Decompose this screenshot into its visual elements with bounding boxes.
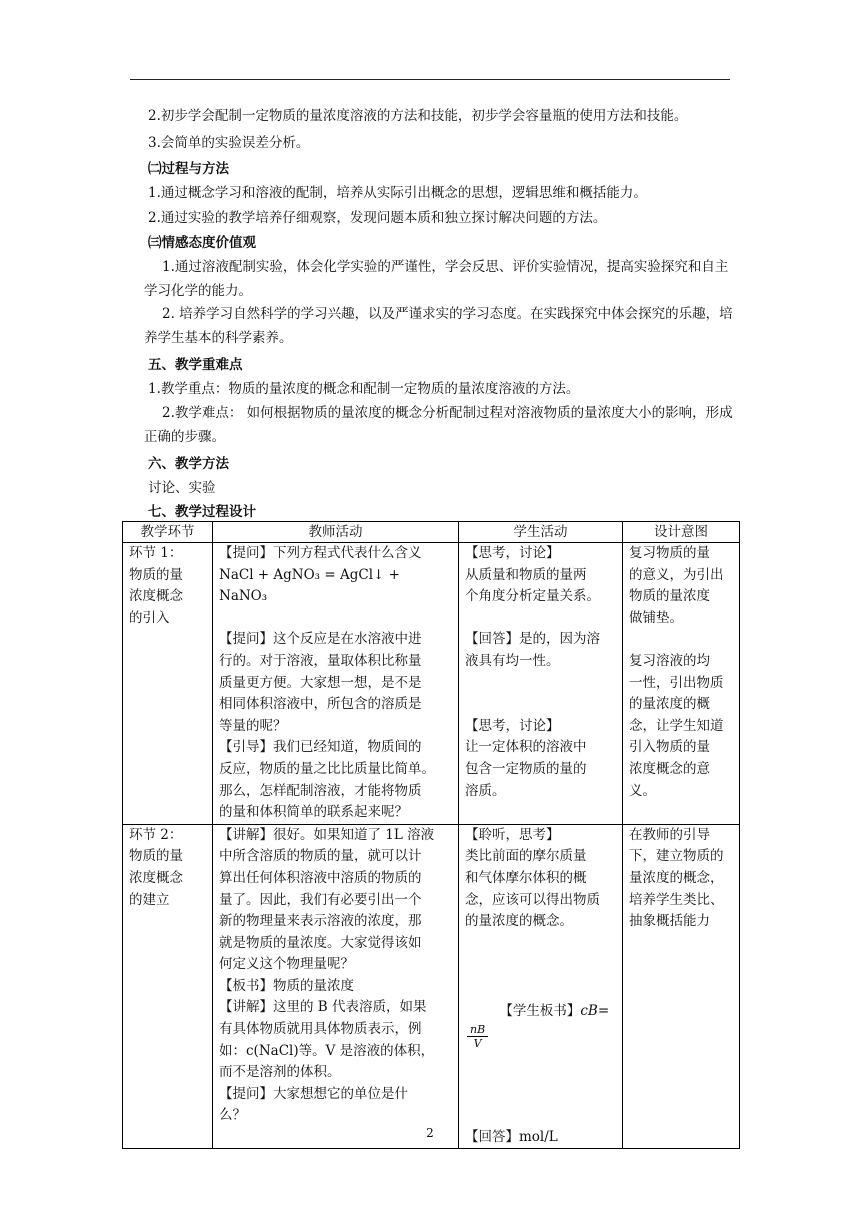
student-text: 从质量和物质的量两	[465, 566, 587, 583]
teacher-text: 就是物质的量浓度。大家觉得该如	[219, 934, 422, 951]
student-board-formula	[465, 980, 616, 1072]
teacher-text: 有具体物质就用具体物质表示，例	[219, 1021, 422, 1038]
stage-line: 环节 2：	[129, 826, 183, 843]
stage-cell	[123, 543, 213, 825]
section-heading: 五、教学重难点	[148, 357, 243, 373]
stage-cell	[123, 824, 213, 1149]
intent-text: 的意义，为引出	[629, 566, 724, 583]
paragraph: 1.通过溶液配制实验，体会化学实验的严谨性，学会反思、评价实验情况，提高实验探究和自主学习化学的能力。	[144, 259, 729, 299]
section-heading: ㈡过程与方法	[148, 161, 229, 177]
student-text: 和气体摩尔体积的概	[465, 869, 587, 886]
table-header-cell: 设计意图	[623, 522, 740, 543]
student-text: 【回答】mol/L	[465, 1128, 558, 1145]
intent-text: 量浓度的概念，	[629, 869, 724, 886]
teacher-text: 【提问】这个反应是在水溶液中进	[219, 631, 422, 648]
table-header-cell: 学生活动	[459, 522, 623, 543]
student-text: 念，应该可以得出物质	[465, 891, 600, 908]
stage-line: 的建立	[129, 891, 170, 908]
teacher-text: 中所含溶质的物质的量，就可以计	[219, 848, 422, 865]
paragraph: 2.通过实验的教学培养仔细观察，发现问题本质和独立探讨解决问题的方法。	[148, 210, 607, 226]
intent-text: 复习物质的量	[629, 545, 710, 561]
teacher-text: 行的。对于溶液，量取体积比称量	[219, 652, 422, 669]
intent-text: 引入物质的量	[629, 739, 710, 756]
chemical-equation: NaCl + AgNO₃ = AgCl↓ + NaNO₃	[219, 566, 405, 605]
stage-line: 的引入	[129, 609, 170, 626]
teacher-text: 相同体积溶液中，所包含的溶质是	[219, 696, 422, 713]
teacher-text: 【提问】下列方程式代表什么含义	[219, 545, 422, 561]
teacher-text: 等量的呢？	[219, 717, 287, 734]
stage-line: 物质的量	[129, 566, 183, 583]
section-heading: 七、教学过程设计	[148, 504, 256, 520]
intent-text: 念，让学生知道	[629, 717, 724, 734]
formula-lhs: cB=	[580, 1003, 610, 1020]
student-text: 【聆听，思考】	[465, 826, 560, 843]
teacher-text: 质量更方便。大家想一想，是不是	[219, 674, 422, 691]
student-text: 【回答】是的，因为溶	[465, 631, 600, 648]
header-rule	[130, 79, 730, 80]
intent-text: 培养学生类比、	[629, 891, 724, 908]
stage-line: 浓度概念	[129, 869, 183, 886]
teacher-text: 【提问】大家想想它的单位是什	[219, 1085, 408, 1102]
student-activity-cell	[459, 543, 623, 825]
table-header-cell: 教师活动	[213, 522, 459, 543]
intent-text: 抽象概括能力	[629, 913, 710, 930]
table-header-row	[123, 522, 740, 543]
section-heading: 六、教学方法	[148, 456, 229, 472]
teacher-text: 【板书】物质的量浓度	[219, 977, 354, 994]
teacher-text: 么？	[219, 1107, 246, 1124]
teacher-activity-cell	[213, 543, 459, 825]
stage-line: 浓度概念	[129, 588, 183, 605]
teacher-text: 的量和体积简单的联系起来呢？	[219, 804, 408, 821]
teacher-text: 算出任何体积溶液中溶质的物质的	[219, 869, 422, 886]
teacher-text: 何定义这个物理量呢？	[219, 956, 354, 973]
teacher-text: 如：c(NaCl)等。V 是溶液的体积，	[219, 1042, 435, 1059]
teacher-text: 而不是溶剂的体积。	[219, 1064, 341, 1081]
student-text: 包含一定物质的量的	[465, 760, 587, 777]
teacher-text: 新的物理量来表示溶液的浓度，那	[219, 913, 422, 930]
paragraph: 1.教学重点：物质的量浓度的概念和配制一定物质的量浓度溶液的方法。	[148, 381, 580, 397]
teacher-text: 反应，物质的量之比比质量比简单。	[219, 760, 435, 777]
teacher-activity-cell	[213, 824, 459, 1149]
fraction-numerator: nB	[467, 1023, 488, 1037]
student-text: 【思考，讨论】	[465, 717, 560, 734]
stage-line: 物质的量	[129, 848, 183, 865]
design-intent-cell	[623, 543, 740, 825]
intent-text: 做铺垫。	[629, 609, 683, 626]
intent-text: 在教师的引导	[629, 826, 710, 843]
table-row	[123, 824, 740, 1149]
intent-text: 一性，引出物质	[629, 674, 724, 691]
teacher-text: 【讲解】这里的 B 代表溶质，如果	[219, 999, 427, 1016]
paragraph: 1.通过概念学习和溶液的配制，培养从实际引出概念的思想，逻辑思维和概括能力。	[148, 185, 647, 201]
intent-text: 的量浓度的概	[629, 696, 710, 713]
paragraph: 3.会简单的实验误差分析。	[148, 135, 310, 151]
student-text: 类比前面的摩尔质量	[465, 848, 587, 865]
stage-line: 环节 1：	[129, 545, 183, 561]
section-heading: ㈢情感态度价值观	[148, 235, 256, 251]
page-number: 2	[426, 1126, 434, 1140]
teacher-text: 【讲解】很好。如果知道了 1L 溶液	[219, 826, 435, 843]
intent-text: 下，建立物质的	[629, 848, 724, 865]
intent-text: 义。	[629, 782, 656, 799]
process-design-table	[122, 521, 740, 1149]
student-text: 【思考，讨论】	[465, 545, 560, 561]
teacher-text: 量了。因此，我们有必要引出一个	[219, 891, 422, 908]
intent-text: 浓度概念的意	[629, 760, 710, 777]
teacher-text: 【引导】我们已经知道，物质间的	[219, 739, 422, 756]
paragraph: 2.教学难点： 如何根据物质的量浓度的概念分析配制过程对溶液物质的量浓度大小的影响，形成正确的步骤。	[144, 405, 733, 445]
paragraph: 2.初步学会配制一定物质的量浓度溶液的方法和技能，初步学会容量瓶的使用方法和技能。	[148, 108, 688, 124]
student-text: 溶质。	[465, 782, 506, 799]
fraction	[467, 1023, 488, 1050]
student-text: 让一定体积的溶液中	[465, 739, 587, 756]
table-header-cell: 教学环节	[123, 522, 213, 543]
student-text: 液具有均一性。	[465, 652, 560, 669]
fraction-denominator: V	[473, 1037, 482, 1051]
paragraph: 2. 培养学习自然科学的学习兴趣，以及严谨求实的学习态度。在实践探究中体会探究的乐趣，培养学生基本的科学素养。	[144, 306, 733, 346]
intent-text: 复习溶液的均	[629, 652, 710, 669]
table-row	[123, 543, 740, 825]
design-intent-cell	[623, 824, 740, 1149]
teacher-text: 那么，怎样配制溶液，才能将物质	[219, 782, 422, 799]
paragraph: 讨论、实验	[148, 480, 216, 496]
student-text: 个角度分析定量关系。	[465, 588, 600, 605]
student-text: 的量浓度的概念。	[465, 913, 573, 930]
student-activity-cell	[459, 824, 623, 1149]
student-board-label: 【学生板书】	[499, 1003, 581, 1020]
intent-text: 物质的量浓度	[629, 588, 710, 605]
